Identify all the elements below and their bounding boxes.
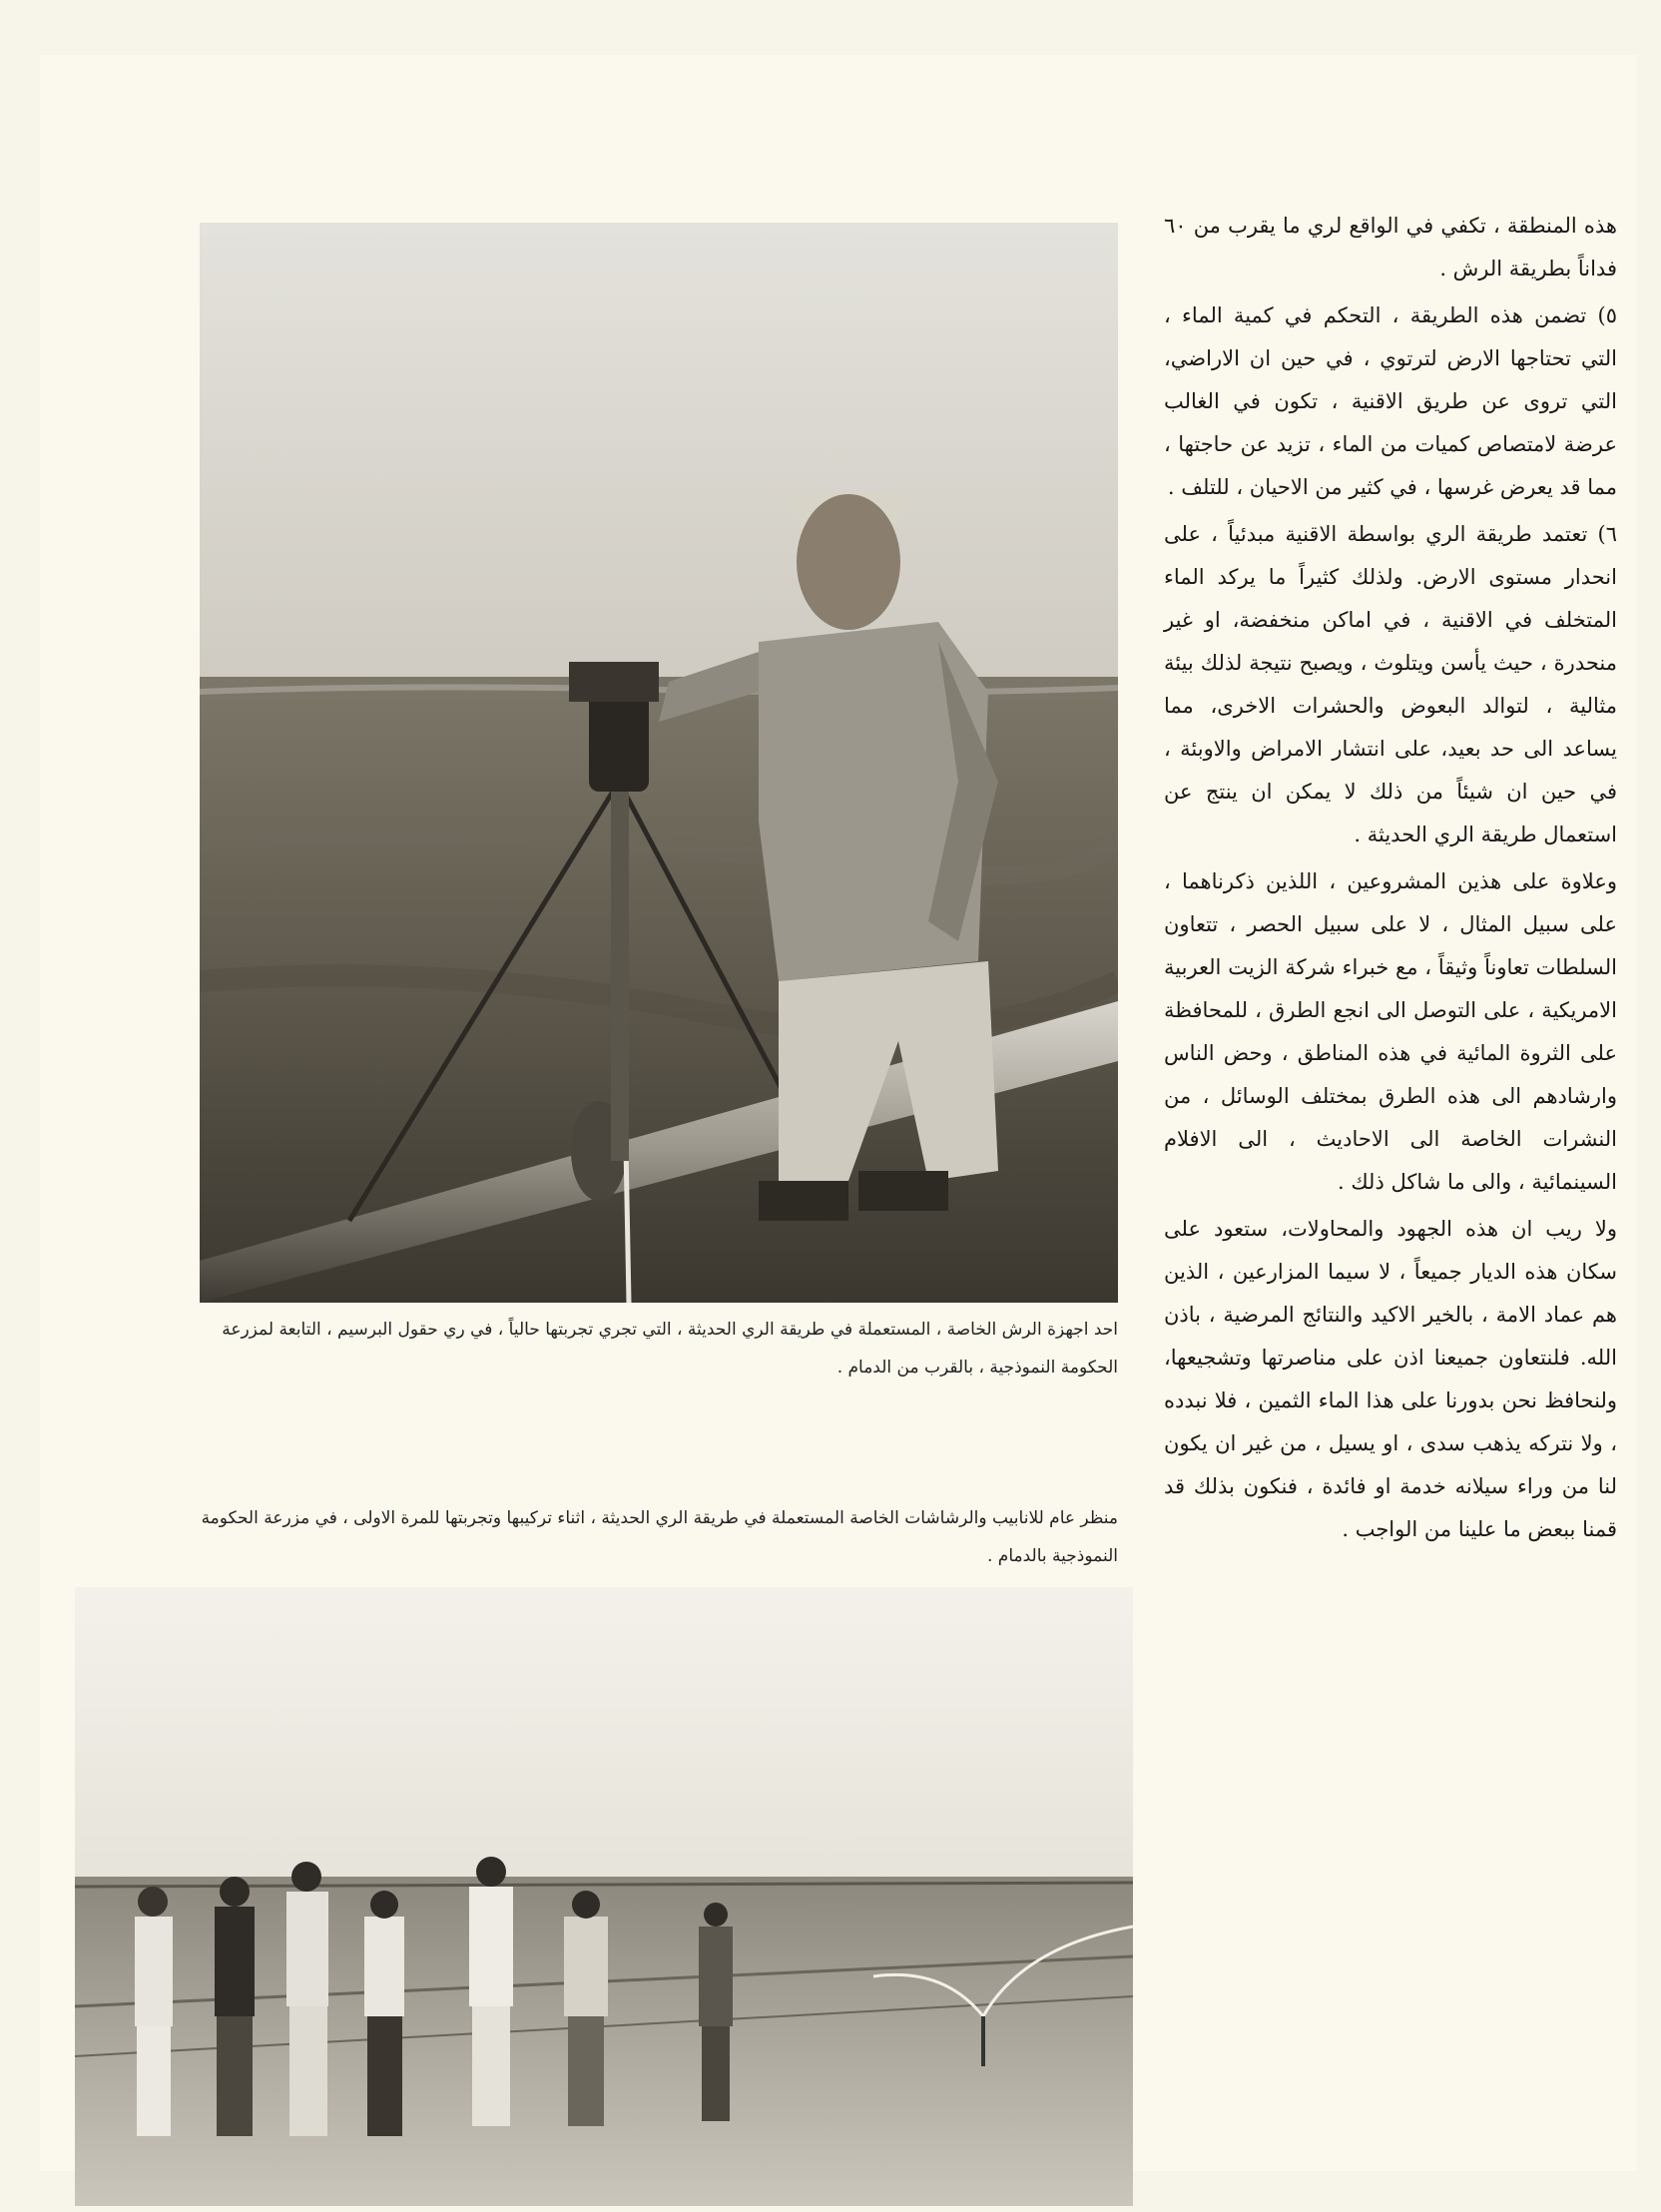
sprinkler-photo-graphic xyxy=(200,223,1118,1303)
top-photo-caption: احد اجهزة الرش الخاصة ، المستعملة في طريقة الري الحديثة ، التي تجري تجربتها حالياً ، في ري حقول البرسيم ، التابعة لمزرعة الحكومة النموذجية ، بالقرب من الدمام . xyxy=(222,1320,1118,1378)
field-workers-graphic xyxy=(75,1587,1133,2206)
sprinkler-man-photo xyxy=(200,223,1118,1303)
article-paragraph: ٦) تعتمد طريقة الري بواسطة الاقنية مبدئياً ، على انحدار مستوى الارض. ولذلك كثيراً ما يركد الماء المتخلف في الاقنية ، في اماكن منخفضة، او غير منحدرة ، حيث يأسن ويتلوث ، ويصبح نتيجة لذلك بيئة مثالية ، لتوالد البعوض والحشرات الاخرى، مما يساعد الى حد بعيد، على انتشار الامراض والاوبئة ، في حين ان شيئاً من ذلك لا يمكن ان ينتج عن استعمال طريقة الري الحديثة . xyxy=(1164,522,1617,846)
field-workers-photo xyxy=(75,1587,1133,2206)
article-paragraph: هذه المنطقة ، تكفي في الواقع لري ما يقرب من ٦٠ فداناً بطريقة الرش . xyxy=(1164,214,1617,280)
article-paragraph: ٥) تضمن هذه الطريقة ، التحكم في كمية الماء ، التي تحتاجها الارض لترتوي ، في حين ان الاراضي، التي تروى عن طريق الاقنية ، تكون في الغالب عرضة لامتصاص كميات من الماء ، تزيد عن حاجتها ، مما قد يعرض غرسها ، في كثير من الاحيان ، للتلف . xyxy=(1164,303,1617,499)
article-paragraph: ولا ريب ان هذه الجهود والمحاولات، ستعود على سكان هذه الديار جميعاً ، لا سيما المزارعين ، الذين هم عماد الامة ، بالخير الاكيد والنتائج المرضية ، باذن الله. فلنتعاون جميعنا اذن على مناصرتها وتشجيعها، ولنحافظ نحن بدورنا على هذا الماء الثمين ، فلا نبدده ، ولا نتركه يذهب سدى ، او يسيل ، من غير ان يكون لنا من وراء سيلانه خدمة او فائدة ، فنكون بذلك قد قمنا ببعض ما علينا من الواجب . xyxy=(1164,1217,1617,1541)
article-text xyxy=(1164,205,1617,1555)
bottom-photo-caption: منظر عام للانابيب والرشاشات الخاصة المستعملة في طريقة الري الحديثة ، اثناء تركيبها وتجربتها للمرة الاولى ، في مزرعة الحكومة النموذجية بالدمام . xyxy=(201,1508,1118,1566)
article-paragraph: وعلاوة على هذين المشروعين ، اللذين ذكرناهما ، على سبيل المثال ، لا على سبيل الحصر ، تتعاون السلطات تعاوناً وثيقاً ، مع خبراء شركة الزيت العربية الامريكية ، على التوصل الى انجع الطرق ، للمحافظة على الثروة المائية في هذه المناطق ، وحض الناس وارشادهم الى هذه الطرق بمختلف الوسائل ، من النشرات الخاصة الى الاحاديث ، الى الافلام السينمائية ، والى ما شاكل ذلك . xyxy=(1164,869,1617,1194)
magazine-page xyxy=(40,55,1637,2171)
